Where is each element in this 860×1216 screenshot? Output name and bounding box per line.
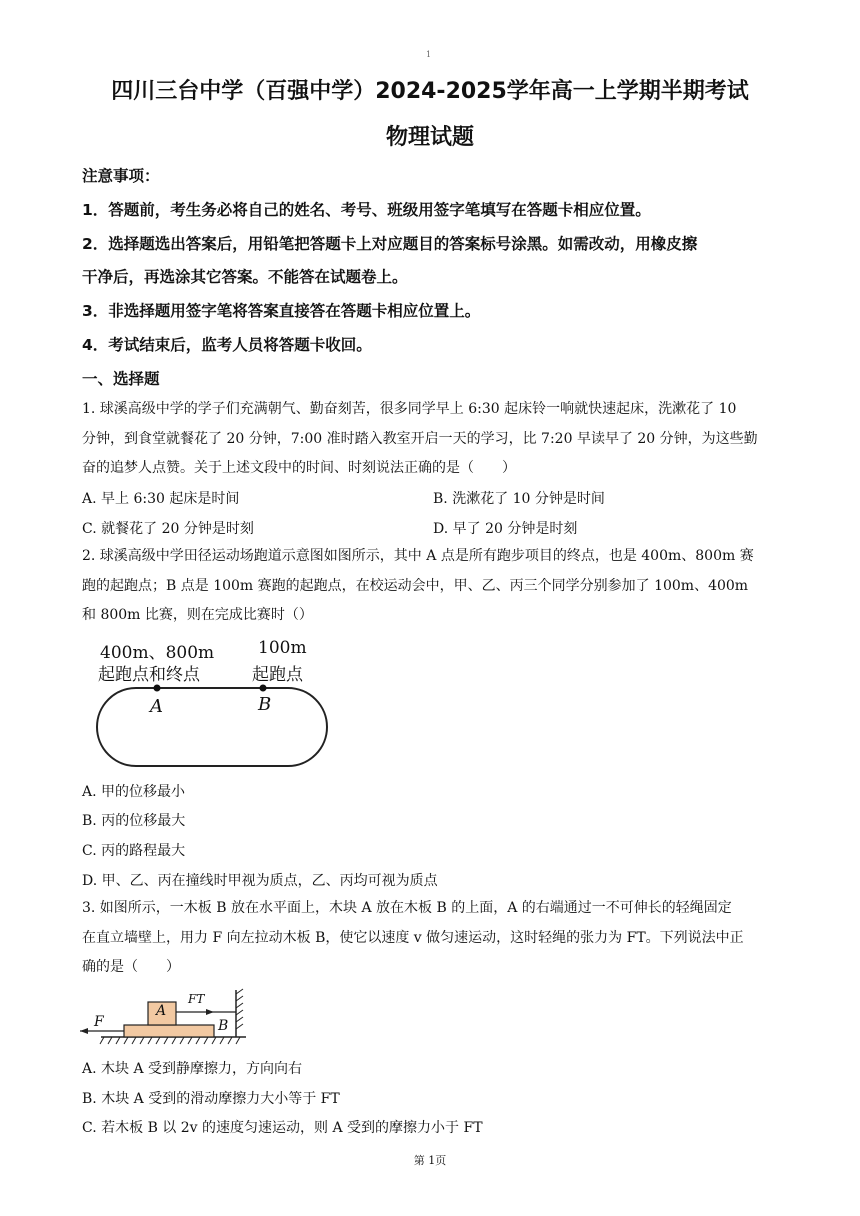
q2-option-d: D. 甲、乙、丙在撞线时甲视为质点，乙、丙均可视为质点 — [82, 873, 438, 889]
notes-heading: 注意事项： — [82, 167, 160, 185]
board-figure — [76, 986, 256, 1048]
q3-option-b: B. 木块 A 受到的滑动摩擦力大小等于 FT — [82, 1091, 340, 1107]
track-outline — [97, 688, 327, 766]
ground-hatching — [100, 1037, 240, 1044]
point-a-label: A — [150, 696, 163, 717]
force-f-label: F — [94, 1014, 104, 1030]
note-item: 3．非选择题用签字笔将答案直接答在答题卡相应位置上。 — [82, 302, 481, 320]
label-b-bottom: 起跑点 — [252, 665, 303, 685]
q2-text: 2. 球溪高级中学田径运动场跑道示意图如图所示，其中 A 点是所有跑步项目的终点，也是 400m、800m 赛 — [82, 548, 754, 564]
q1-text: 分钟，到食堂就餐花了 20 分钟，7:00 准时踏入教室开启一天的学习，比 7:20 早读早了 20 分钟，为这些勤 — [82, 431, 758, 447]
q1-option-d: D. 早了 20 分钟是时刻 — [433, 521, 578, 537]
note-item: 2．选择题选出答案后，用铅笔把答题卡上对应题目的答案标号涂黑。如需改动，用橡皮擦 — [82, 235, 698, 253]
board-b-label: B — [218, 1018, 229, 1034]
point-a-marker — [154, 685, 161, 692]
q3-option-c: C. 若木板 B 以 2v 的速度匀速运动，则 A 受到的摩擦力小于 FT — [82, 1120, 483, 1136]
q2-option-b: B. 丙的位移最大 — [82, 813, 186, 829]
q1-text: 奋的追梦人点赞。关于上述文段中的时间、时刻说法正确的是（ ） — [82, 460, 516, 476]
tension-arrowhead — [206, 1009, 214, 1015]
section-heading: 一、选择题 — [82, 370, 160, 388]
page-mark: 1 — [426, 50, 432, 59]
subject-title: 物理试题 — [385, 125, 474, 150]
q1-option-b: B. 洗漱花了 10 分钟是时间 — [433, 491, 605, 507]
q2-text: 和 800m 比赛，则在完成比赛时（） — [82, 607, 313, 623]
label-a-top: 400m、800m — [100, 643, 215, 663]
q1-option-c: C. 就餐花了 20 分钟是时刻 — [82, 521, 254, 537]
q2-text: 跑的起跑点；B 点是 100m 赛跑的起跑点，在校运动会中，甲、乙、丙三个同学分别参加了 100m、400m — [82, 578, 749, 594]
q2-option-a: A. 甲的位移最小 — [82, 784, 186, 800]
q1-text: 1. 球溪高级中学的学子们充满朝气、勤奋刻苦，很多同学早上 6:30 起床铃一响就快速起床，洗漱花了 10 — [82, 401, 737, 417]
label-b-top: 100m — [258, 638, 307, 658]
force-arrowhead — [80, 1028, 88, 1034]
track-figure — [82, 636, 342, 772]
q3-option-a: A. 木块 A 受到静摩擦力，方向向右 — [82, 1061, 303, 1077]
label-a-bottom: 起跑点和终点 — [98, 665, 200, 685]
page-number: 第 1页 — [413, 1154, 447, 1167]
q3-text: 在直立墙壁上，用力 F 向左拉动木板 B，使它以速度 v 做匀速运动，这时轻绳的张力为 FT。下列说法中正 — [82, 930, 744, 946]
q2-option-c: C. 丙的路程最大 — [82, 843, 186, 859]
note-item: 干净后，再选涂其它答案。不能答在试题卷上。 — [82, 268, 408, 286]
q3-text: 确的是（ ） — [82, 959, 180, 975]
q3-text: 3. 如图所示，一木板 B 放在水平面上，木块 A 放在木板 B 的上面，A 的右端通过一不可伸长的轻绳固定 — [82, 900, 732, 916]
tension-label: FT — [188, 992, 205, 1006]
point-b-label: B — [258, 694, 272, 715]
note-item: 4．考试结束后，监考人员将答题卡收回。 — [82, 336, 372, 354]
note-item: 1．答题前，考生务必将自己的姓名、考号、班级用签字笔填写在答题卡相应位置。 — [82, 201, 651, 219]
q1-option-a: A. 早上 6:30 起床是时间 — [82, 491, 240, 507]
point-b-marker — [260, 685, 267, 692]
exam-title: 四川三台中学（百强中学）2024-2025学年高一上学期半期考试 — [111, 79, 749, 104]
board-b — [124, 1025, 214, 1037]
wall-hatching — [236, 989, 243, 1029]
block-a-label: A — [156, 1003, 167, 1019]
